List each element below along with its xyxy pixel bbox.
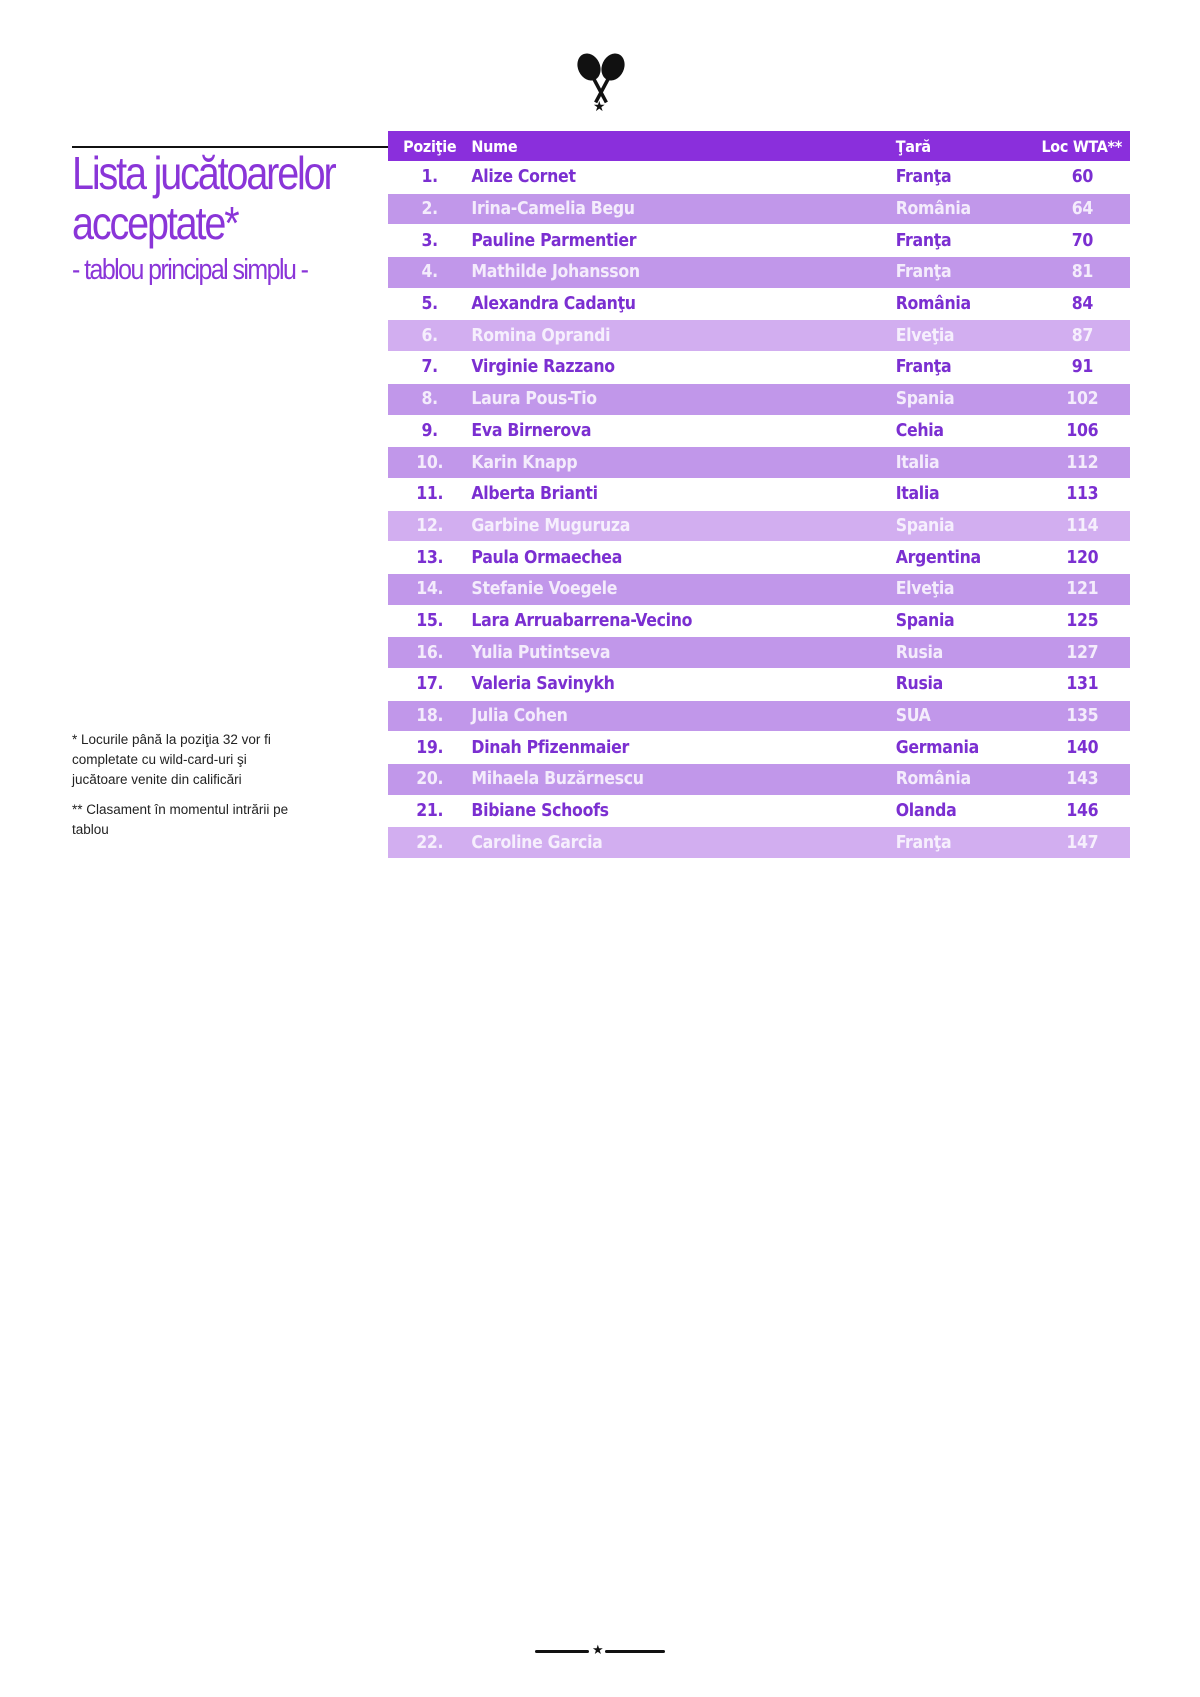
table-row <box>388 162 1130 194</box>
cell-wta-rank: 140 <box>1066 737 1099 758</box>
cell-name: Mihaela Buzărnescu <box>471 769 644 790</box>
cell-country: Cehia <box>895 420 944 441</box>
cell-name: Romina Oprandi <box>471 325 611 346</box>
cell-wta-rank: 106 <box>1066 420 1099 441</box>
table-row <box>388 669 1130 701</box>
cell-position: 12. <box>416 515 444 536</box>
title-line-1: Lista jucătoarelor <box>72 147 335 199</box>
cell-position: 21. <box>416 801 444 822</box>
table-row <box>388 352 1130 384</box>
table-row <box>388 510 1130 542</box>
cell-wta-rank: 146 <box>1066 801 1099 822</box>
table-row <box>388 637 1130 669</box>
table-row <box>388 447 1130 479</box>
cell-country: Italia <box>895 452 940 473</box>
table-row <box>388 288 1130 320</box>
cell-position: 13. <box>416 547 444 568</box>
star-icon: ★ <box>593 98 606 114</box>
table-row <box>388 383 1130 415</box>
cell-position: 2. <box>421 199 438 220</box>
cell-country: Argentina <box>895 547 981 568</box>
cell-country: România <box>895 769 971 790</box>
cell-name: Mathilde Johansson <box>471 262 640 283</box>
cell-country: România <box>895 199 971 220</box>
table-header-row <box>388 131 1130 162</box>
cell-position: 20. <box>416 769 444 790</box>
cell-name: Valeria Savinykh <box>471 674 615 695</box>
cell-position: 5. <box>421 294 438 315</box>
divider-line <box>535 1650 589 1653</box>
table-row <box>388 795 1130 827</box>
cell-wta-rank: 127 <box>1066 642 1099 663</box>
table-row <box>388 573 1130 605</box>
cell-country: Spania <box>895 610 955 631</box>
cell-wta-rank: 125 <box>1066 610 1099 631</box>
cell-name: Caroline Garcia <box>471 832 603 853</box>
cell-country: Franţa <box>895 167 952 188</box>
cell-name: Yulia Putintseva <box>471 642 611 663</box>
column-header-position: Poziţie <box>403 136 457 156</box>
divider-line <box>605 1650 665 1653</box>
table-row <box>388 478 1130 510</box>
cell-country: Olanda <box>895 801 957 822</box>
cell-position: 7. <box>421 357 438 378</box>
players-table <box>388 131 1130 858</box>
cell-position: 16. <box>416 642 444 663</box>
cell-name: Eva Birnerova <box>471 420 592 441</box>
cell-name: Stefanie Voegele <box>471 579 618 600</box>
cell-wta-rank: 70 <box>1071 230 1093 251</box>
title-line-2: acceptate* <box>72 197 238 249</box>
footnotes <box>72 730 302 850</box>
cell-wta-rank: 112 <box>1066 452 1099 473</box>
cell-country: Franţa <box>895 262 952 283</box>
cell-position: 3. <box>421 230 438 251</box>
cell-position: 9. <box>421 420 438 441</box>
cell-country: Franţa <box>895 357 952 378</box>
cell-name: Julia Cohen <box>471 706 568 727</box>
cell-wta-rank: 64 <box>1071 199 1093 220</box>
table-row <box>388 257 1130 289</box>
cell-country: România <box>895 294 971 315</box>
column-header-country: Ţară <box>895 136 931 156</box>
cell-wta-rank: 147 <box>1066 832 1099 853</box>
cell-wta-rank: 91 <box>1071 357 1093 378</box>
cell-country: Rusia <box>895 674 943 695</box>
cell-position: 6. <box>421 325 438 346</box>
star-icon: ★ <box>592 1642 604 1657</box>
cell-country: Elveţia <box>895 579 955 600</box>
cell-wta-rank: 131 <box>1066 674 1099 695</box>
cell-name: Alize Cornet <box>471 167 576 188</box>
cell-name: Laura Pous-Tio <box>471 389 597 410</box>
table-row <box>388 605 1130 637</box>
bottom-ornament <box>535 1644 665 1658</box>
cell-position: 1. <box>421 167 438 188</box>
cell-name: Garbine Muguruza <box>471 515 631 536</box>
table-row <box>388 542 1130 574</box>
cell-country: Germania <box>895 737 979 758</box>
cell-wta-rank: 81 <box>1071 262 1093 283</box>
cell-position: 14. <box>416 579 444 600</box>
cell-wta-rank: 113 <box>1066 484 1099 505</box>
cell-name: Lara Arruabarrena-Vecino <box>471 610 693 631</box>
cell-name: Karin Knapp <box>471 452 578 473</box>
table-row <box>388 827 1130 858</box>
cell-position: 15. <box>416 610 444 631</box>
cell-name: Bibiane Schoofs <box>471 801 609 822</box>
cell-position: 8. <box>421 389 438 410</box>
cell-country: Spania <box>895 515 955 536</box>
cell-name: Alberta Brianti <box>471 484 598 505</box>
footnote-1: * Locurile până la poziţia 32 vor fi completate cu wild-card-uri şi jucătoare venite din calificări <box>72 732 271 787</box>
cell-name: Paula Ormaechea <box>471 547 623 568</box>
cell-position: 10. <box>416 452 444 473</box>
cell-wta-rank: 121 <box>1066 579 1099 600</box>
cell-wta-rank: 135 <box>1066 706 1099 727</box>
cell-position: 18. <box>416 706 444 727</box>
page-title <box>72 148 382 248</box>
cell-name: Virginie Razzano <box>471 357 615 378</box>
cell-country: SUA <box>895 706 931 727</box>
cell-country: Rusia <box>895 642 943 663</box>
cell-wta-rank: 102 <box>1066 389 1099 410</box>
table-row <box>388 700 1130 732</box>
cell-wta-rank: 87 <box>1071 325 1093 346</box>
cell-position: 19. <box>416 737 444 758</box>
table-row <box>388 764 1130 796</box>
cell-name: Pauline Parmentier <box>471 230 637 251</box>
column-header-name: Nume <box>471 136 518 156</box>
cell-country: Franţa <box>895 230 952 251</box>
footnote-2: ** Clasament în momentul intrării pe tablou <box>72 802 289 837</box>
cell-country: Italia <box>895 484 940 505</box>
cell-country: Elveţia <box>895 325 955 346</box>
cell-wta-rank: 120 <box>1066 547 1099 568</box>
cell-country: Franţa <box>895 832 952 853</box>
cell-name: Alexandra Cadanţu <box>471 294 636 315</box>
table-row <box>388 415 1130 447</box>
table-row <box>388 732 1130 764</box>
cell-name: Irina-Camelia Begu <box>471 199 635 220</box>
cell-wta-rank: 143 <box>1066 769 1099 790</box>
table-row <box>388 193 1130 225</box>
cell-name: Dinah Pfizenmaier <box>471 737 630 758</box>
cell-country: Spania <box>895 389 955 410</box>
cell-wta-rank: 114 <box>1066 515 1099 536</box>
cell-position: 4. <box>421 262 438 283</box>
cell-wta-rank: 60 <box>1071 167 1093 188</box>
page-subtitle: - tablou principal simplu - <box>72 254 308 286</box>
cell-wta-rank: 84 <box>1071 294 1093 315</box>
table-row <box>388 320 1130 352</box>
cell-position: 17. <box>416 674 444 695</box>
cell-position: 22. <box>416 832 444 853</box>
cell-position: 11. <box>416 484 444 505</box>
column-header-wta: Loc WTA** <box>1041 136 1122 156</box>
title-block <box>72 148 372 287</box>
table-row <box>388 225 1130 257</box>
